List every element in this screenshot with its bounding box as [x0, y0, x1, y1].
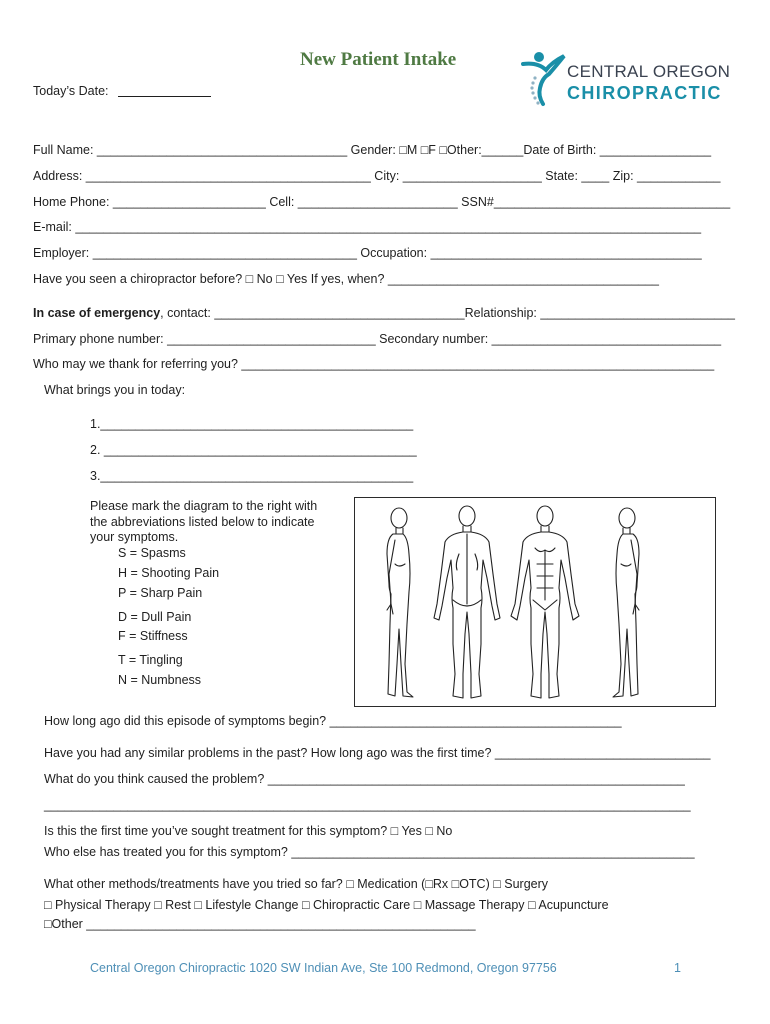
employer-line[interactable]: Employer: ______________________________________ Occupation: _______________________________________: [33, 246, 702, 260]
logo-figure-icon: [518, 48, 568, 108]
other-treatment-line[interactable]: □Other ________________________________________________________: [44, 917, 476, 931]
first-treatment-line[interactable]: Is this the first time you’ve sought treatment for this symptom? □ Yes □ No: [44, 824, 453, 838]
abbr-dull-pain: D = Dull Pain: [118, 610, 192, 624]
symptom-onset-line[interactable]: How long ago did this episode of symptoms begin? __________________________________________: [44, 714, 622, 728]
treated-by-line[interactable]: Who else has treated you for this symptom? __________________________________________________________: [44, 845, 695, 859]
page-number: 1: [674, 961, 681, 975]
phone-line[interactable]: Home Phone: ______________________ Cell: _______________________ SSN#__________________________________: [33, 195, 731, 209]
page-title: New Patient Intake: [300, 49, 457, 70]
full-name-line[interactable]: Full Name: ____________________________________ Gender: □M □F □Other:______Date of Birth: ________________: [33, 143, 712, 157]
logo-line-1: CENTRAL OREGON: [567, 62, 731, 81]
referral-line[interactable]: Who may we thank for referring you? ____________________________________________________________________: [33, 357, 715, 371]
phone-numbers-line[interactable]: Primary phone number: ______________________________ Secondary number: _________________________________: [33, 332, 722, 346]
body-diagram[interactable]: [354, 497, 716, 707]
emergency-rest: , contact: ____________________________________Relationship: ____________________________: [160, 306, 736, 320]
diagram-instruction-1: Please mark the diagram to the right with: [90, 499, 318, 513]
abbr-numbness: N = Numbness: [118, 673, 202, 687]
address-line[interactable]: Address: _________________________________________ City: ____________________ State: ____ Zip: ____________: [33, 169, 721, 183]
emergency-label: In case of emergency: [33, 306, 161, 320]
what-brings-label: What brings you in today:: [44, 383, 186, 397]
cause-line-2[interactable]: _____________________________________________________________________________________________: [44, 798, 691, 812]
diagram-instruction-2: the abbreviations listed below to indicate: [90, 515, 315, 529]
similar-problems-line[interactable]: Have you had any similar problems in the past? How long ago was the first time? _______________________________: [44, 746, 711, 760]
todays-date-label: Today’s Date:: [33, 84, 109, 98]
figure-side-left: [387, 508, 413, 697]
todays-date-field[interactable]: [118, 96, 211, 97]
chiropractor-before-line[interactable]: Have you seen a chiropractor before? □ No □ Yes If yes, when? _______________________________________: [33, 272, 660, 286]
footer-address: Central Oregon Chiropractic 1020 SW Indian Ave, Ste 100 Redmond, Oregon 97756: [90, 961, 557, 975]
email-line[interactable]: E-mail: __________________________________________________________________________________________: [33, 220, 702, 234]
logo-line-2: CHIROPRACTIC: [567, 83, 722, 103]
abbr-sharp-pain: P = Sharp Pain: [118, 586, 203, 600]
figure-front: [511, 506, 579, 698]
figure-back: [434, 506, 500, 698]
abbr-tingling: T = Tingling: [118, 653, 183, 667]
figure-side-right: [613, 508, 639, 697]
body-figures-icon: [355, 498, 715, 706]
reason-2-field[interactable]: 2. _____________________________________________: [90, 443, 417, 457]
emergency-contact-line[interactable]: [33, 306, 735, 321]
reason-1-field[interactable]: 1._____________________________________________: [90, 417, 414, 431]
treatment-options-line[interactable]: □ Physical Therapy □ Rest □ Lifestyle Change □ Chiropractic Care □ Massage Therapy □ Acupuncture: [44, 898, 609, 912]
cause-line[interactable]: What do you think caused the problem? ____________________________________________________________: [44, 772, 685, 786]
other-methods-line[interactable]: What other methods/treatments have you tried so far? □ Medication (□Rx □OTC) □ Surgery: [44, 877, 549, 891]
reason-3-field[interactable]: 3._____________________________________________: [90, 469, 414, 483]
abbr-spasms: S = Spasms: [118, 546, 186, 560]
diagram-instruction-3: your symptoms.: [90, 530, 179, 544]
abbr-shooting-pain: H = Shooting Pain: [118, 566, 220, 580]
abbr-stiffness: F = Stiffness: [118, 629, 188, 643]
